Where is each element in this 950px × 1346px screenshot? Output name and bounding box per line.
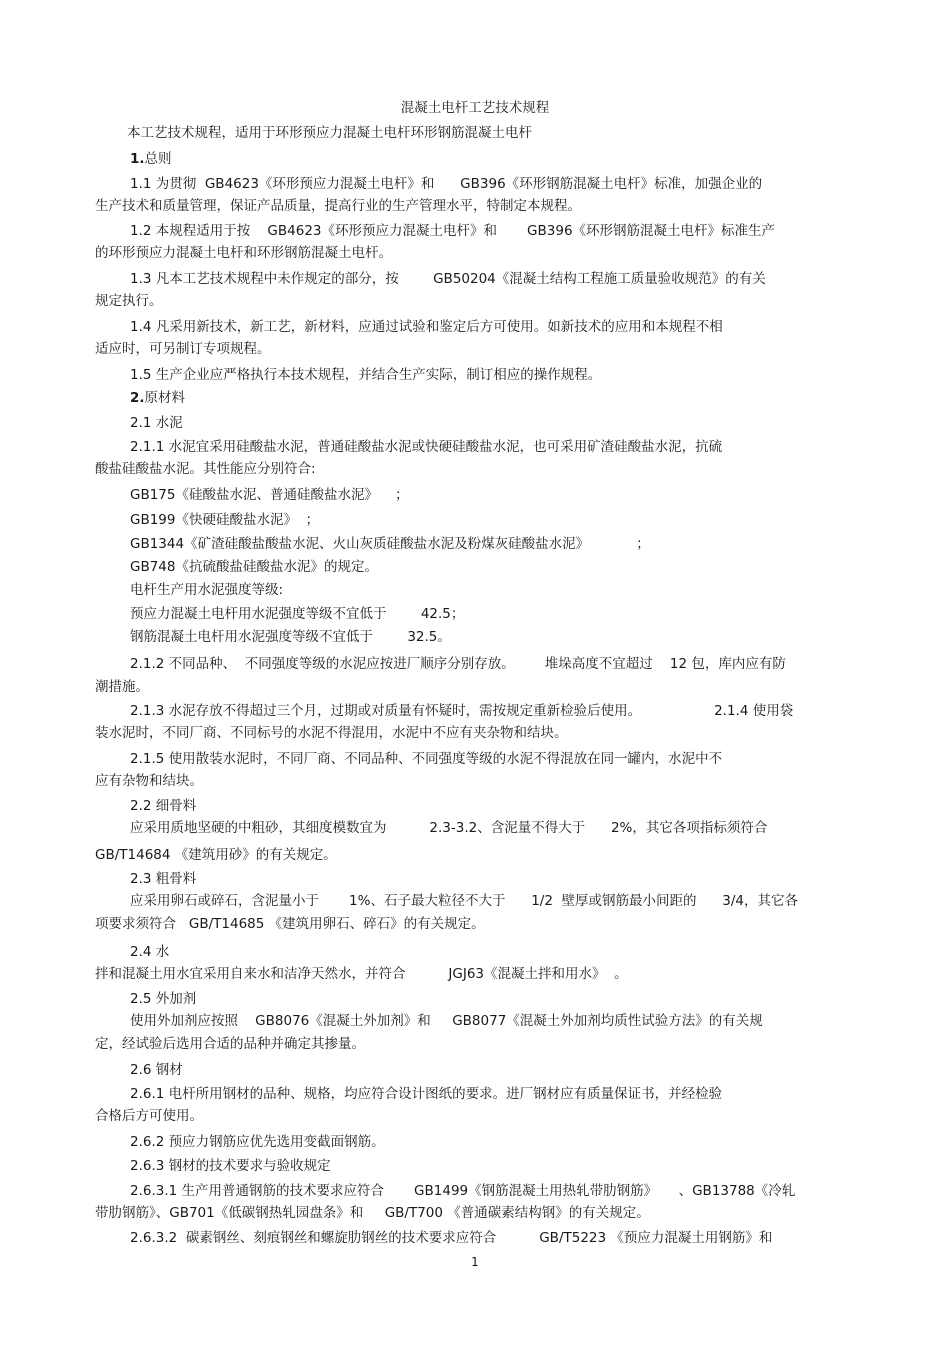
text-line: 2.6.1 电杆所用钢材的品种、规格，均应符合设计图纸的要求。进厂钢材应有质量保证书，并经检验 <box>130 1086 723 1102</box>
text-line: 生产技术和质量管理，保证产品质量，提高行业的生产管理水平，特制定本规程。 <box>95 198 581 214</box>
text-line: GB199《快硬硅酸盐水泥》 ； <box>130 512 320 528</box>
text-line: 1.1 为贯彻 GB4623《环形预应力混凝土电杆》和 GB396《环形钢筋混凝土电杆》标准，加强企业的 <box>130 176 763 192</box>
text-line: 潮措施。 <box>95 679 149 695</box>
text-line: 2.1.3 水泥存放不得超过三个月，过期或对质量有怀疑时，需按规定重新检验后使用。 2.1.4 使用袋 <box>130 703 794 719</box>
text-line: 带肋钢筋》、GB701《低碳钢热轧园盘条》和 GB/T700 《普通碳素结构钢》的有关规定。 <box>95 1205 650 1221</box>
text-line: 1.5 生产企业应严格执行本技术规程，并结合生产实际，制订相应的操作规程。 <box>130 367 602 383</box>
intro-line: 本工艺技术规程，适用于环形预应力混凝土电杆环形钢筋混凝土电杆 <box>127 125 532 141</box>
text-line: 预应力混凝土电杆用水泥强度等级不宜低于 42.5； <box>130 606 465 622</box>
text-line: GB1344《矿渣硅酸盐酸盐水泥、火山灰质硅酸盐水泥及粉煤灰硅酸盐水泥》 ； <box>130 536 650 552</box>
text-line: 2.1.1 水泥宜采用硅酸盐水泥，普通硅酸盐水泥或快硬硅酸盐水泥，也可采用矿渣硅酸盐水泥，抗硫 <box>130 439 723 455</box>
section-heading-1 <box>130 150 172 168</box>
section-heading-text: 总则 <box>144 151 172 167</box>
text-line: 2.6.3 钢材的技术要求与验收规定 <box>130 1158 331 1174</box>
text-line: 2.1.2 不同品种、 不同强度等级的水泥应按进厂顺序分别存放。 堆垛高度不宜超过 12 包，库内应有防 <box>130 656 786 672</box>
text-line: 2.6.3.2 碳素钢丝、刻痕钢丝和螺旋肋钢丝的技术要求应符合 GB/T5223 《预应力混凝土用钢筋》和 <box>130 1230 773 1246</box>
text-line: 项要求须符合 GB/T14685 《建筑用卵石、碎石》的有关规定。 <box>95 916 485 932</box>
text-line: 的环形预应力混凝土电杆和环形钢筋混凝土电杆。 <box>95 245 392 261</box>
text-line: 装水泥时，不同厂商、不同标号的水泥不得混用，水泥中不应有夹杂物和结块。 <box>95 725 568 741</box>
text-line: 2.6.3.1 生产用普通钢筋的技术要求应符合 GB1499《钢筋混凝土用热轧带肋钢筋》 、GB13788《冷轧 <box>130 1183 796 1199</box>
text-line: 应有杂物和结块。 <box>95 773 203 789</box>
text-line: 适应时，可另制订专项规程。 <box>95 341 271 357</box>
text-line: 规定执行。 <box>95 293 163 309</box>
text-line: 2.5 外加剂 <box>130 991 197 1007</box>
text-line: 1.4 凡采用新技术，新工艺，新材料，应通过试验和鉴定后方可使用。如新技术的应用和本规程不相 <box>130 319 723 335</box>
document-title: 混凝土电杆工艺技术规程 <box>400 100 550 116</box>
text-line: 1.3 凡本工艺技术规程中未作规定的部分，按 GB50204《混凝土结构工程施工质量验收规范》的有关 <box>130 271 766 287</box>
text-line: 拌和混凝土用水宜采用自来水和洁净天然水，并符合 JGJ63《混凝土拌和用水》 。 <box>95 966 628 982</box>
text-line: 2.1 水泥 <box>130 415 183 431</box>
text-line: 使用外加剂应按照 GB8076《混凝土外加剂》和 GB8077《混凝土外加剂均质性试验方法》的有关规 <box>130 1013 763 1029</box>
section-heading-2 <box>130 389 185 407</box>
text-line: 应采用卵石或碎石，含泥量小于 1%、石子最大粒径不大于 1/2 壁厚或钢筋最小间距的 3/4，其它各 <box>130 893 798 909</box>
text-line: 1.2 本规程适用于按 GB4623《环形预应力混凝土电杆》和 GB396《环形钢筋混凝土电杆》标准生产 <box>130 223 776 239</box>
text-line: 电杆生产用水泥强度等级: <box>130 582 284 598</box>
text-line: 钢筋混凝土电杆用水泥强度等级不宜低于 32.5。 <box>130 629 451 645</box>
text-line: 2.6 钢材 <box>130 1062 183 1078</box>
text-line: 应采用质地坚硬的中粗砂，其细度模数宜为 2.3-3.2、含泥量不得大于 2%，其它各项指标须符合 <box>130 820 768 836</box>
text-line: 合格后方可使用。 <box>95 1108 203 1124</box>
text-line: GB748《抗硫酸盐硅酸盐水泥》的规定。 <box>130 559 378 575</box>
section-number: 2. <box>130 390 145 406</box>
section-number: 1. <box>130 151 145 167</box>
text-line: 2.6.2 预应力钢筋应优先选用变截面钢筋。 <box>130 1134 385 1150</box>
text-line: 定，经试验后选用合适的品种并确定其掺量。 <box>95 1036 365 1052</box>
text-line: GB175《硅酸盐水泥、普通硅酸盐水泥》 ； <box>130 487 409 503</box>
page-number: 1 <box>471 1255 479 1269</box>
section-heading-text: 原材料 <box>144 390 186 406</box>
text-line: 2.3 粗骨料 <box>130 871 197 887</box>
text-line: 2.4 水 <box>130 944 170 960</box>
text-line: GB/T14684 《建筑用砂》的有关规定。 <box>95 847 337 863</box>
text-line: 2.2 细骨料 <box>130 798 197 814</box>
text-line: 酸盐硅酸盐水泥。其性能应分别符合: <box>95 461 316 477</box>
text-line: 2.1.5 使用散装水泥时，不同厂商、不同品种、不同强度等级的水泥不得混放在同一罐内，水泥中不 <box>130 751 723 767</box>
